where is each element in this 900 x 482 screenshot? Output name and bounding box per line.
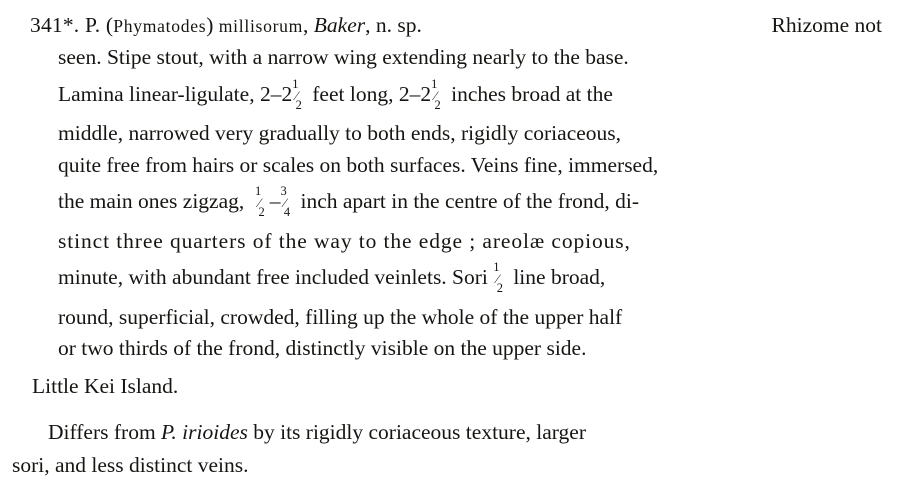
line6-text-b: inch apart in the centre of the frond, di- [300, 189, 639, 214]
fraction-denominator: 2 [434, 98, 441, 113]
entry-line-3-a [58, 74, 613, 119]
species-epithet: millisorum [218, 16, 304, 36]
remarks-text-a: Differs from [48, 419, 162, 444]
entry-line-1-left [30, 10, 422, 42]
entry-line-9: round, superficial, crowded, filling up the whole of the upper half [58, 304, 623, 329]
entry-line-2: seen. Stipe stout, with a narrow wing extending nearly to the base. [58, 45, 629, 70]
fraction-denominator: 2 [496, 281, 503, 296]
line3-text-a: Lamina linear-ligulate, 2–2 [58, 81, 293, 106]
entry-line-7: stinct three quarters of the way to the edge ; areolæ copious, [58, 228, 631, 253]
fraction-numerator: 1 [292, 76, 299, 91]
remarks-line-1 [30, 416, 882, 449]
entry-line-5: quite free from hairs or scales on both surfaces. Veins fine, immersed, [58, 152, 659, 177]
fraction-denominator: 2 [295, 98, 302, 113]
fraction-bar: ⁄ [434, 87, 437, 103]
locality-line: Little Kei Island. [32, 374, 179, 399]
fraction-numerator: 1 [493, 259, 500, 274]
entry-number: 341*. P. ( [30, 13, 114, 37]
fraction-bar: ⁄ [258, 195, 261, 211]
remarks-line-2: sori, and less distinct veins. [12, 452, 249, 477]
author-name: Baker [313, 13, 366, 37]
entry-line-8 [30, 257, 882, 302]
subgenus-name: Phymatodes [113, 16, 207, 36]
fraction-bar: ⁄ [295, 87, 298, 103]
fraction-denominator: 2 [258, 205, 265, 220]
fraction-half-1 [292, 74, 307, 119]
compared-species-name: P. irioides [161, 419, 248, 444]
fraction-bar: ⁄ [283, 195, 286, 211]
paren-close: ) [206, 13, 219, 37]
comma-1: , [303, 13, 314, 37]
line8-text-b: line broad, [513, 265, 606, 290]
entry-line-3 [30, 74, 882, 119]
fraction-half-3 [255, 181, 270, 226]
species-entry [30, 10, 882, 364]
line6-text-a: the main ones zigzag, [58, 189, 245, 214]
fraction-numerator: 3 [280, 183, 287, 198]
fraction-numerator: 1 [255, 183, 262, 198]
fraction-half-4 [493, 257, 508, 302]
line3-text-c: inches broad at the [445, 81, 613, 106]
entry-line-10: or two thirds of the frond, distinctly visible on the upper side. [58, 336, 587, 361]
entry-line-6 [30, 181, 882, 226]
fraction-denominator: 4 [283, 205, 291, 220]
fraction-half-2 [431, 74, 446, 119]
remarks-paragraph [12, 416, 882, 482]
line3-text-b: feet long, 2–2 [306, 81, 432, 106]
fraction-numerator: 1 [431, 76, 438, 91]
line8-text-a: minute, with abundant free included veinlets. Sori [58, 265, 488, 290]
entry-line-1-right: Rhizome not [771, 13, 882, 37]
fraction-bar: ⁄ [496, 271, 499, 287]
remarks-text-b: by its rigidly coriaceous texture, larger [247, 419, 586, 444]
fraction-three-quarters [280, 181, 295, 226]
entry-line-4: middle, narrowed very gradually to both ends, rigidly coriaceous, [58, 121, 622, 146]
range-dash: – [269, 189, 281, 214]
status-text: , n. sp. [365, 13, 422, 37]
entry-line-1 [30, 10, 882, 42]
